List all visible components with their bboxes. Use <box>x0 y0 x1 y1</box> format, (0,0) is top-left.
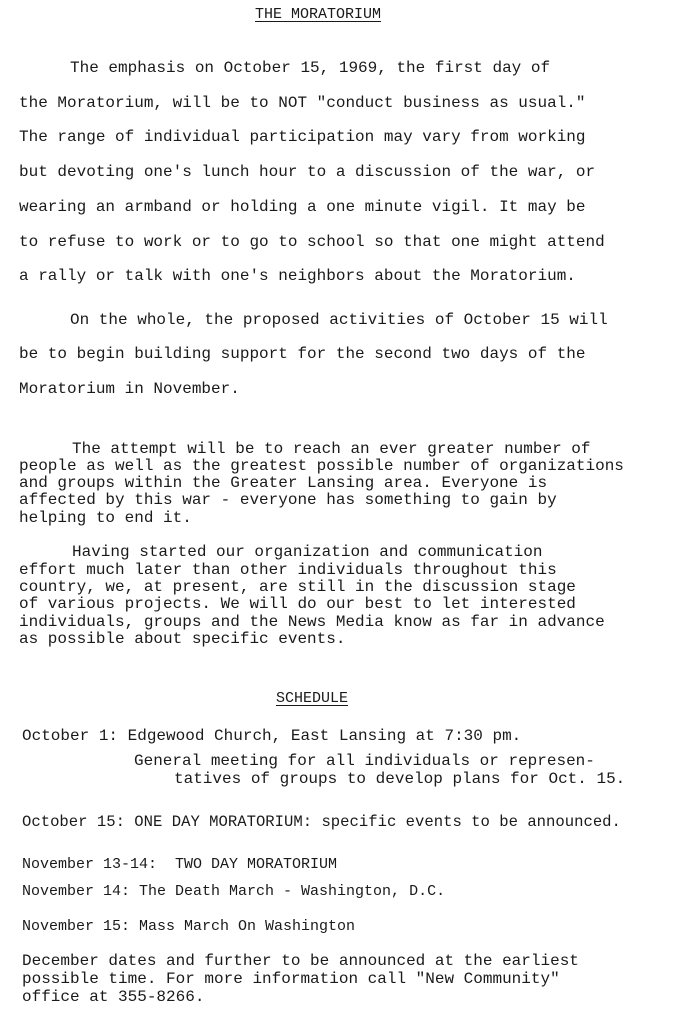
closing-line: December dates and further to be announced at the earliest <box>22 952 579 970</box>
paragraph-line: affected by this war - everyone has something to gain by <box>19 491 557 509</box>
schedule-entry: November 15: Mass March On Washington <box>22 918 356 935</box>
paragraph-line: On the whole, the proposed activities of October 15 will <box>70 311 608 329</box>
paragraph-line: wearing an armband or holding a one minute vigil. It may be <box>19 198 586 216</box>
page-title: THE MORATORIUM <box>255 6 382 23</box>
paragraph-line: people as well as the greatest possible number of organizations <box>19 457 624 475</box>
closing-line: possible time. For more information call "New Community" <box>22 970 560 988</box>
paragraph-line: the Moratorium, will be to NOT "conduct business as usual." <box>19 94 586 112</box>
paragraph-line: helping to end it. <box>19 509 192 527</box>
paragraph-line: The range of individual participation may vary from working <box>19 128 586 146</box>
schedule-entry: November 13-14: TWO DAY MORATORIUM <box>22 856 338 873</box>
schedule-entry-detail: General meeting for all individuals or represen- <box>134 752 595 770</box>
paragraph-line: The emphasis on October 15, 1969, the first day of <box>70 59 551 77</box>
schedule-heading: SCHEDULE <box>276 690 349 707</box>
schedule-entry: October 1: Edgewood Church, East Lansing at 7:30 pm. <box>22 727 522 745</box>
paragraph-line: of various projects. We will do our best to let interested <box>19 595 576 613</box>
paragraph-line: be to begin building support for the second two days of the <box>19 345 586 363</box>
schedule-entry: October 15: ONE DAY MORATORIUM: specific events to be announced. <box>22 813 621 831</box>
schedule-entry-detail: tatives of groups to develop plans for Oct. 15. <box>174 770 626 788</box>
paragraph-line: as possible about specific events. <box>19 630 346 648</box>
paragraph-line: to refuse to work or to go to school so that one might attend <box>19 233 605 251</box>
paragraph-line: and groups within the Greater Lansing area. Everyone is <box>19 474 548 492</box>
paragraph-line: individuals, groups and the News Media know as far in advance <box>19 613 605 631</box>
paragraph-line: Having started our organization and communication <box>72 543 543 561</box>
paragraph-line: country, we, at present, are still in the discussion stage <box>19 578 576 596</box>
paragraph-line: The attempt will be to reach an ever greater number of <box>72 440 591 458</box>
closing-line: office at 355-8266. <box>22 988 205 1006</box>
paragraph-line: a rally or talk with one's neighbors about the Moratorium. <box>19 267 576 285</box>
paragraph-line: but devoting one's lunch hour to a discussion of the war, or <box>19 163 596 181</box>
paragraph-line: Moratorium in November. <box>19 380 240 398</box>
schedule-entry: November 14: The Death March - Washington, D.C. <box>22 883 446 900</box>
paragraph-line: effort much later than other individuals throughout this <box>19 561 557 579</box>
